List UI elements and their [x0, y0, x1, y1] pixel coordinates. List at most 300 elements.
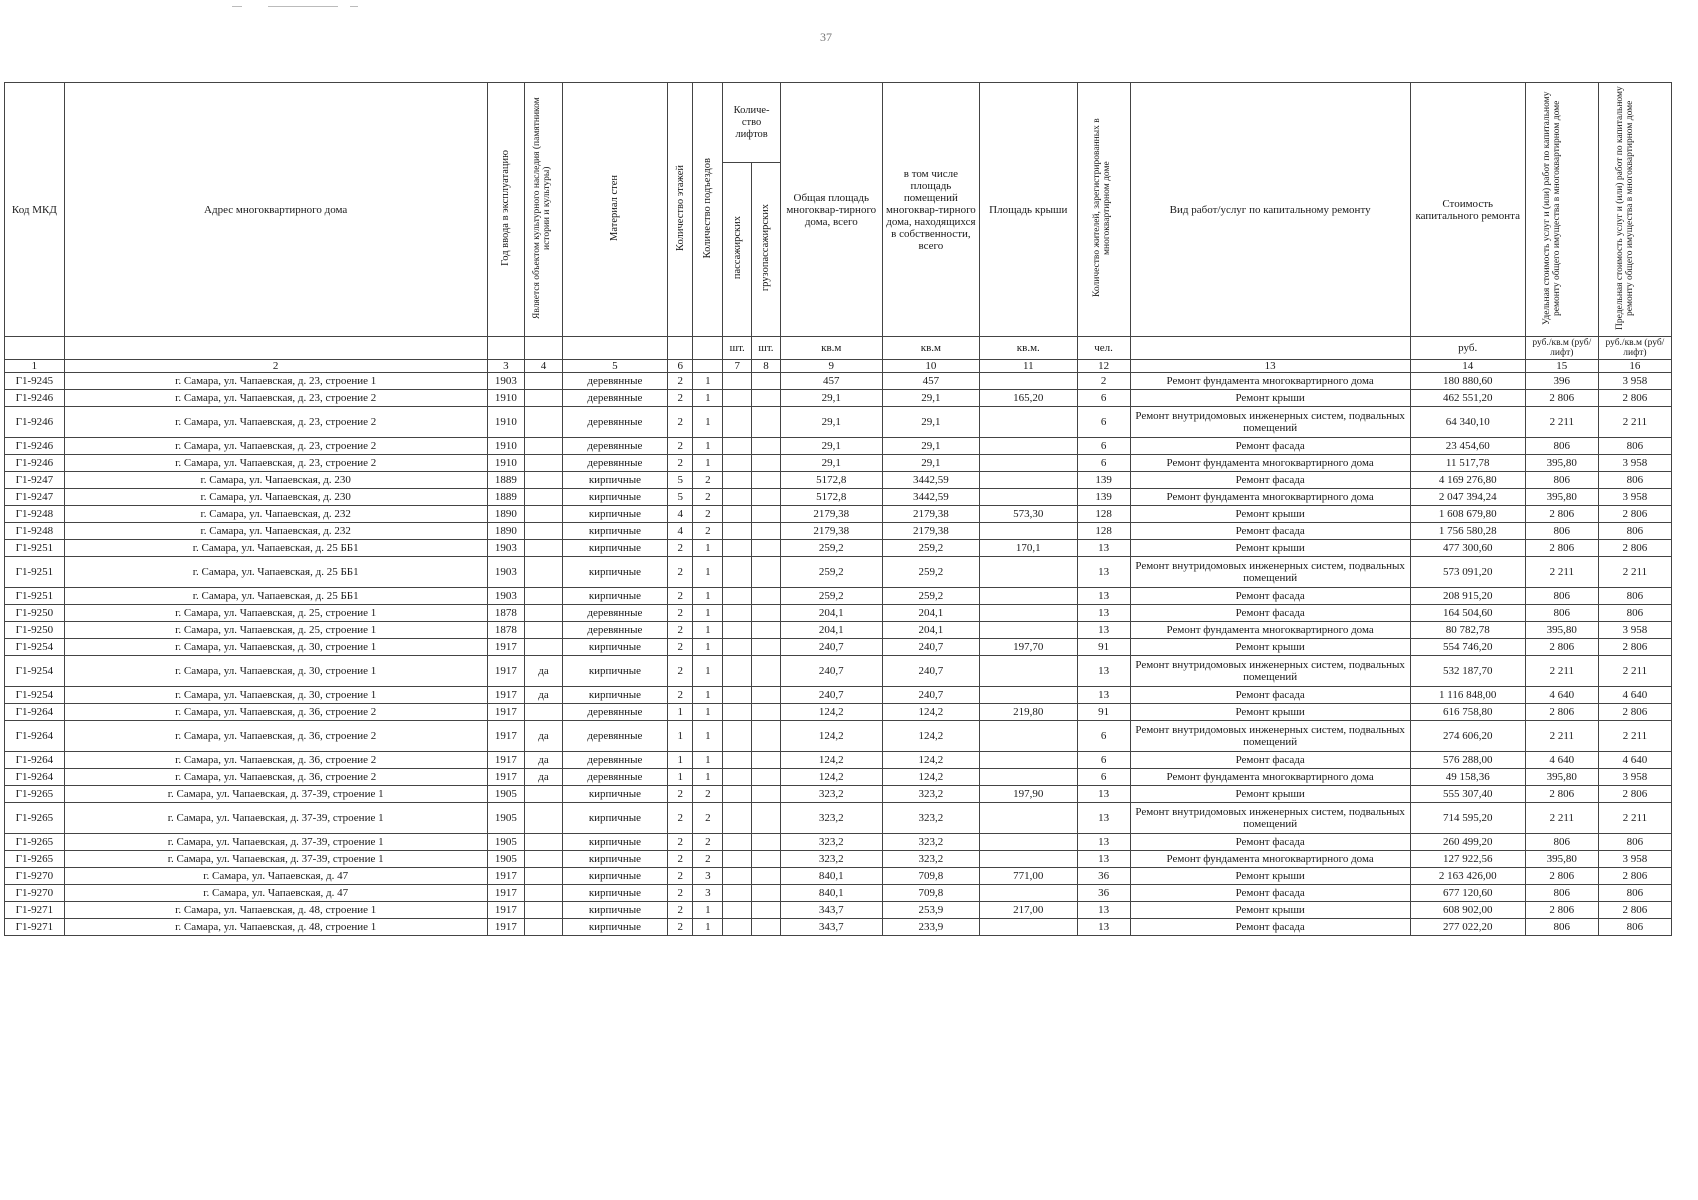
cell-entrances: 1 [693, 752, 723, 769]
cell-unit-cost: 395,80 [1525, 489, 1598, 506]
cell-max-cost: 2 211 [1598, 656, 1671, 687]
cell-entrances: 1 [693, 540, 723, 557]
cell-heritage [525, 489, 563, 506]
column-number: 13 [1130, 360, 1410, 373]
cell-unit-cost: 395,80 [1525, 622, 1598, 639]
cell-passenger-lifts [723, 885, 752, 902]
cell-residents: 13 [1077, 540, 1130, 557]
cell-max-cost: 2 211 [1598, 557, 1671, 588]
cell-heritage [525, 605, 563, 622]
column-number: 3 [487, 360, 525, 373]
cell-passenger-lifts [723, 489, 752, 506]
cell-work-type: Ремонт фундамента многоквартирного дома [1130, 851, 1410, 868]
cell-total-area: 204,1 [780, 622, 882, 639]
cell-heritage [525, 472, 563, 489]
cell-entrances: 1 [693, 902, 723, 919]
cell-max-cost: 3 958 [1598, 769, 1671, 786]
cell-year: 1903 [487, 540, 525, 557]
column-number: 1 [5, 360, 65, 373]
cell-total-area: 457 [780, 373, 882, 390]
cell-work-type: Ремонт фасада [1130, 834, 1410, 851]
cell-total-area: 240,7 [780, 656, 882, 687]
cell-heritage [525, 803, 563, 834]
cell-unit-cost: 4 640 [1525, 752, 1598, 769]
cell-entrances: 2 [693, 472, 723, 489]
cell-owned-area: 323,2 [882, 851, 979, 868]
cell-entrances: 2 [693, 834, 723, 851]
cell-roof-area [980, 687, 1077, 704]
cell-code: Г1-9245 [5, 373, 65, 390]
cell-roof-area [980, 557, 1077, 588]
table-row [5, 605, 1672, 622]
cell-unit-cost: 2 211 [1525, 803, 1598, 834]
cell-floors: 2 [667, 455, 692, 472]
cell-roof-area: 197,90 [980, 786, 1077, 803]
cell-floors: 2 [667, 885, 692, 902]
cell-passenger-lifts [723, 656, 752, 687]
table-row [5, 588, 1672, 605]
cell-year: 1903 [487, 557, 525, 588]
cell-wall-material: кирпичные [562, 523, 667, 540]
cell-owned-area: 709,8 [882, 868, 979, 885]
table-row [5, 506, 1672, 523]
cell-wall-material: деревянные [562, 704, 667, 721]
cell-heritage: да [525, 656, 563, 687]
cell-roof-area [980, 588, 1077, 605]
header-total-area: Общая площадь многоквар-тирного дома, всего [780, 83, 882, 337]
cell-roof-area [980, 472, 1077, 489]
cell-residents: 2 [1077, 373, 1130, 390]
table-row [5, 472, 1672, 489]
cell-floors: 2 [667, 851, 692, 868]
cell-entrances: 3 [693, 885, 723, 902]
cell-cost: 260 499,20 [1410, 834, 1525, 851]
cell-wall-material: кирпичные [562, 540, 667, 557]
header-entrances: Количество подъездов [702, 157, 714, 259]
cell-passenger-lifts [723, 687, 752, 704]
cell-cargo-lifts [752, 902, 781, 919]
cell-cost: 127 922,56 [1410, 851, 1525, 868]
cell-code: Г1-9251 [5, 540, 65, 557]
cell-code: Г1-9265 [5, 803, 65, 834]
cell-floors: 1 [667, 752, 692, 769]
header-unit-cost: Удельная стоимость услуг и (или) работ по капитальному ремонту общего имущества в многоквартирном доме [1541, 91, 1562, 325]
cell-unit-cost: 2 211 [1525, 557, 1598, 588]
header-passenger-lifts: пассажирских [731, 216, 743, 280]
cell-passenger-lifts [723, 540, 752, 557]
column-number: 14 [1410, 360, 1525, 373]
cell-wall-material: деревянные [562, 407, 667, 438]
cell-address: г. Самара, ул. Чапаевская, д. 37-39, строение 1 [64, 834, 487, 851]
cell-year: 1878 [487, 605, 525, 622]
cell-heritage: да [525, 752, 563, 769]
cell-total-area: 204,1 [780, 605, 882, 622]
unit-cost: руб. [1410, 337, 1525, 360]
cell-heritage [525, 588, 563, 605]
cell-floors: 2 [667, 540, 692, 557]
cell-cost: 616 758,80 [1410, 704, 1525, 721]
cell-owned-area: 457 [882, 373, 979, 390]
cell-wall-material: деревянные [562, 605, 667, 622]
cell-owned-area: 323,2 [882, 803, 979, 834]
cell-entrances: 1 [693, 704, 723, 721]
unit-owned-area: кв.м [882, 337, 979, 360]
repair-register-table [4, 82, 1672, 936]
cell-residents: 128 [1077, 506, 1130, 523]
cell-cost: 2 163 426,00 [1410, 868, 1525, 885]
unit-passenger: шт. [723, 337, 752, 360]
cell-year: 1889 [487, 472, 525, 489]
column-number: 16 [1598, 360, 1671, 373]
unit-cargo: шт. [752, 337, 781, 360]
header-year: Год ввода в эксплуатацию [500, 150, 512, 266]
cell-max-cost: 2 211 [1598, 803, 1671, 834]
cell-entrances: 2 [693, 786, 723, 803]
cell-heritage [525, 390, 563, 407]
cell-passenger-lifts [723, 588, 752, 605]
cell-cargo-lifts [752, 438, 781, 455]
cell-owned-area: 323,2 [882, 834, 979, 851]
cell-max-cost: 806 [1598, 919, 1671, 936]
cell-cargo-lifts [752, 656, 781, 687]
cell-code: Г1-9251 [5, 588, 65, 605]
cell-year: 1917 [487, 704, 525, 721]
table-row [5, 752, 1672, 769]
cell-work-type: Ремонт фасада [1130, 919, 1410, 936]
cell-residents: 6 [1077, 407, 1130, 438]
cell-residents: 13 [1077, 588, 1130, 605]
cell-address: г. Самара, ул. Чапаевская, д. 36, строение 2 [64, 704, 487, 721]
cell-cargo-lifts [752, 868, 781, 885]
cell-roof-area [980, 919, 1077, 936]
cell-entrances: 2 [693, 489, 723, 506]
cell-heritage [525, 438, 563, 455]
cell-cargo-lifts [752, 885, 781, 902]
scan-mark [232, 6, 242, 7]
cell-passenger-lifts [723, 834, 752, 851]
cell-residents: 13 [1077, 902, 1130, 919]
cell-max-cost: 4 640 [1598, 752, 1671, 769]
cell-owned-area: 204,1 [882, 605, 979, 622]
cell-total-area: 259,2 [780, 588, 882, 605]
cell-passenger-lifts [723, 438, 752, 455]
column-number: 12 [1077, 360, 1130, 373]
cell-unit-cost: 806 [1525, 472, 1598, 489]
cell-passenger-lifts [723, 868, 752, 885]
header-wall-material: Материал стен [609, 175, 621, 241]
cell-max-cost: 3 958 [1598, 851, 1671, 868]
cell-cargo-lifts [752, 769, 781, 786]
cell-owned-area: 3442,59 [882, 489, 979, 506]
cell-year: 1917 [487, 902, 525, 919]
cell-total-area: 124,2 [780, 704, 882, 721]
cell-cargo-lifts [752, 540, 781, 557]
cell-floors: 2 [667, 656, 692, 687]
cell-cargo-lifts [752, 834, 781, 851]
cell-floors: 2 [667, 687, 692, 704]
cell-heritage [525, 834, 563, 851]
cell-roof-area [980, 605, 1077, 622]
cell-wall-material: кирпичные [562, 557, 667, 588]
cell-cargo-lifts [752, 472, 781, 489]
cell-cost: 49 158,36 [1410, 769, 1525, 786]
unit-roof-area: кв.м. [980, 337, 1077, 360]
cell-year: 1917 [487, 639, 525, 656]
cell-total-area: 5172,8 [780, 472, 882, 489]
cell-wall-material: деревянные [562, 373, 667, 390]
cell-unit-cost: 2 211 [1525, 407, 1598, 438]
cell-work-type: Ремонт крыши [1130, 506, 1410, 523]
cell-max-cost: 3 958 [1598, 373, 1671, 390]
cell-total-area: 343,7 [780, 902, 882, 919]
cell-work-type: Ремонт фасада [1130, 885, 1410, 902]
cell-work-type: Ремонт внутридомовых инженерных систем, подвальных помещений [1130, 407, 1410, 438]
cell-heritage [525, 373, 563, 390]
cell-owned-area: 124,2 [882, 704, 979, 721]
cell-roof-area: 573,30 [980, 506, 1077, 523]
cell-unit-cost: 806 [1525, 438, 1598, 455]
cell-cargo-lifts [752, 704, 781, 721]
cell-residents: 36 [1077, 885, 1130, 902]
cell-cost: 532 187,70 [1410, 656, 1525, 687]
cell-address: г. Самара, ул. Чапаевская, д. 230 [64, 489, 487, 506]
table-row [5, 786, 1672, 803]
cell-floors: 2 [667, 803, 692, 834]
cell-work-type: Ремонт фундамента многоквартирного дома [1130, 769, 1410, 786]
cell-cost: 714 595,20 [1410, 803, 1525, 834]
cell-address: г. Самара, ул. Чапаевская, д. 25, строение 1 [64, 605, 487, 622]
cell-max-cost: 2 806 [1598, 540, 1671, 557]
cell-heritage [525, 407, 563, 438]
cell-wall-material: деревянные [562, 455, 667, 472]
cell-roof-area [980, 656, 1077, 687]
cell-wall-material: кирпичные [562, 919, 667, 936]
cell-unit-cost: 2 211 [1525, 721, 1598, 752]
cell-total-area: 2179,38 [780, 523, 882, 540]
cell-year: 1917 [487, 885, 525, 902]
cell-floors: 2 [667, 438, 692, 455]
cell-wall-material: кирпичные [562, 834, 667, 851]
cell-owned-area: 124,2 [882, 721, 979, 752]
cell-max-cost: 806 [1598, 472, 1671, 489]
cell-total-area: 29,1 [780, 455, 882, 472]
cell-floors: 2 [667, 605, 692, 622]
cell-passenger-lifts [723, 622, 752, 639]
cell-roof-area [980, 834, 1077, 851]
cell-cost: 555 307,40 [1410, 786, 1525, 803]
table-row [5, 373, 1672, 390]
cell-owned-area: 240,7 [882, 656, 979, 687]
cell-work-type: Ремонт фасада [1130, 472, 1410, 489]
cell-cargo-lifts [752, 687, 781, 704]
table-row [5, 489, 1672, 506]
cell-wall-material: деревянные [562, 622, 667, 639]
cell-owned-area: 29,1 [882, 407, 979, 438]
cell-max-cost: 2 806 [1598, 704, 1671, 721]
cell-roof-area: 170,1 [980, 540, 1077, 557]
cell-year: 1917 [487, 868, 525, 885]
table-row [5, 885, 1672, 902]
cell-residents: 13 [1077, 919, 1130, 936]
cell-total-area: 240,7 [780, 687, 882, 704]
cell-wall-material: кирпичные [562, 902, 667, 919]
cell-floors: 4 [667, 523, 692, 540]
cell-passenger-lifts [723, 902, 752, 919]
cell-cargo-lifts [752, 605, 781, 622]
cell-address: г. Самара, ул. Чапаевская, д. 25 ББ1 [64, 540, 487, 557]
cell-heritage: да [525, 769, 563, 786]
cell-code: Г1-9250 [5, 622, 65, 639]
cell-cost: 277 022,20 [1410, 919, 1525, 936]
cell-address: г. Самара, ул. Чапаевская, д. 47 [64, 885, 487, 902]
cell-passenger-lifts [723, 455, 752, 472]
cell-cost: 180 880,60 [1410, 373, 1525, 390]
cell-unit-cost: 806 [1525, 523, 1598, 540]
cell-code: Г1-9246 [5, 390, 65, 407]
cell-address: г. Самара, ул. Чапаевская, д. 30, строение 1 [64, 656, 487, 687]
cell-year: 1917 [487, 656, 525, 687]
cell-code: Г1-9250 [5, 605, 65, 622]
cell-cargo-lifts [752, 407, 781, 438]
cell-cost: 573 091,20 [1410, 557, 1525, 588]
cell-total-area: 124,2 [780, 721, 882, 752]
cell-passenger-lifts [723, 919, 752, 936]
cell-unit-cost: 395,80 [1525, 769, 1598, 786]
cell-code: Г1-9248 [5, 506, 65, 523]
column-number: 5 [562, 360, 667, 373]
cell-entrances: 2 [693, 803, 723, 834]
cell-address: г. Самара, ул. Чапаевская, д. 37-39, строение 1 [64, 786, 487, 803]
cell-cargo-lifts [752, 455, 781, 472]
cell-floors: 2 [667, 588, 692, 605]
cell-address: г. Самара, ул. Чапаевская, д. 25, строение 1 [64, 622, 487, 639]
cell-work-type: Ремонт крыши [1130, 540, 1410, 557]
cell-passenger-lifts [723, 605, 752, 622]
cell-max-cost: 2 806 [1598, 786, 1671, 803]
cell-address: г. Самара, ул. Чапаевская, д. 25 ББ1 [64, 588, 487, 605]
cell-year: 1903 [487, 373, 525, 390]
cell-heritage [525, 786, 563, 803]
cell-residents: 13 [1077, 851, 1130, 868]
header-cost: Стоимость капитального ремонта [1410, 83, 1525, 337]
cell-total-area: 5172,8 [780, 489, 882, 506]
cell-residents: 13 [1077, 687, 1130, 704]
cell-max-cost: 2 806 [1598, 390, 1671, 407]
cell-max-cost: 3 958 [1598, 455, 1671, 472]
cell-year: 1890 [487, 506, 525, 523]
cell-heritage [525, 885, 563, 902]
table-row [5, 868, 1672, 885]
cell-roof-area [980, 721, 1077, 752]
cell-code: Г1-9271 [5, 902, 65, 919]
cell-owned-area: 3442,59 [882, 472, 979, 489]
cell-work-type: Ремонт фасада [1130, 605, 1410, 622]
cell-total-area: 29,1 [780, 438, 882, 455]
cell-entrances: 2 [693, 523, 723, 540]
cell-address: г. Самара, ул. Чапаевская, д. 30, строение 1 [64, 639, 487, 656]
cell-roof-area [980, 851, 1077, 868]
cell-entrances: 1 [693, 769, 723, 786]
cell-floors: 2 [667, 557, 692, 588]
table-row [5, 523, 1672, 540]
cell-cargo-lifts [752, 721, 781, 752]
cell-wall-material: кирпичные [562, 506, 667, 523]
cell-unit-cost: 2 806 [1525, 704, 1598, 721]
cell-work-type: Ремонт фасада [1130, 687, 1410, 704]
cell-passenger-lifts [723, 851, 752, 868]
cell-cost: 1 116 848,00 [1410, 687, 1525, 704]
cell-year: 1917 [487, 687, 525, 704]
cell-floors: 2 [667, 834, 692, 851]
cell-passenger-lifts [723, 803, 752, 834]
cell-year: 1910 [487, 455, 525, 472]
cell-max-cost: 806 [1598, 523, 1671, 540]
cell-roof-area: 165,20 [980, 390, 1077, 407]
cell-roof-area [980, 438, 1077, 455]
cell-cargo-lifts [752, 639, 781, 656]
cell-floors: 2 [667, 390, 692, 407]
cell-residents: 6 [1077, 455, 1130, 472]
cell-code: Г1-9271 [5, 919, 65, 936]
header-work-type: Вид работ/услуг по капитальному ремонту [1130, 83, 1410, 337]
cell-year: 1890 [487, 523, 525, 540]
cell-wall-material: деревянные [562, 769, 667, 786]
cell-residents: 139 [1077, 489, 1130, 506]
cell-roof-area [980, 622, 1077, 639]
cell-entrances: 1 [693, 588, 723, 605]
cell-cost: 554 746,20 [1410, 639, 1525, 656]
cell-cost: 677 120,60 [1410, 885, 1525, 902]
cell-entrances: 1 [693, 605, 723, 622]
cell-heritage [525, 622, 563, 639]
cell-cost: 274 606,20 [1410, 721, 1525, 752]
cell-entrances: 1 [693, 721, 723, 752]
cell-residents: 13 [1077, 557, 1130, 588]
column-number: 6 [667, 360, 692, 373]
cell-wall-material: кирпичные [562, 851, 667, 868]
cell-wall-material: кирпичные [562, 639, 667, 656]
cell-max-cost: 4 640 [1598, 687, 1671, 704]
column-number-row [5, 360, 1672, 373]
cell-passenger-lifts [723, 506, 752, 523]
cell-address: г. Самара, ул. Чапаевская, д. 23, строение 2 [64, 438, 487, 455]
cell-code: Г1-9254 [5, 639, 65, 656]
cell-owned-area: 2179,38 [882, 506, 979, 523]
cell-wall-material: кирпичные [562, 786, 667, 803]
cell-roof-area: 219,80 [980, 704, 1077, 721]
cell-address: г. Самара, ул. Чапаевская, д. 230 [64, 472, 487, 489]
cell-floors: 5 [667, 489, 692, 506]
cell-address: г. Самара, ул. Чапаевская, д. 36, строение 2 [64, 721, 487, 752]
cell-roof-area [980, 455, 1077, 472]
cell-owned-area: 29,1 [882, 455, 979, 472]
cell-passenger-lifts [723, 786, 752, 803]
table-row [5, 557, 1672, 588]
cell-residents: 13 [1077, 605, 1130, 622]
cell-code: Г1-9264 [5, 721, 65, 752]
cell-code: Г1-9246 [5, 407, 65, 438]
table-row [5, 438, 1672, 455]
cell-entrances: 1 [693, 687, 723, 704]
cell-cargo-lifts [752, 506, 781, 523]
cell-unit-cost: 806 [1525, 588, 1598, 605]
cell-code: Г1-9254 [5, 687, 65, 704]
table-row [5, 704, 1672, 721]
cell-address: г. Самара, ул. Чапаевская, д. 37-39, строение 1 [64, 851, 487, 868]
table-row [5, 390, 1672, 407]
cell-wall-material: деревянные [562, 390, 667, 407]
cell-entrances: 3 [693, 868, 723, 885]
